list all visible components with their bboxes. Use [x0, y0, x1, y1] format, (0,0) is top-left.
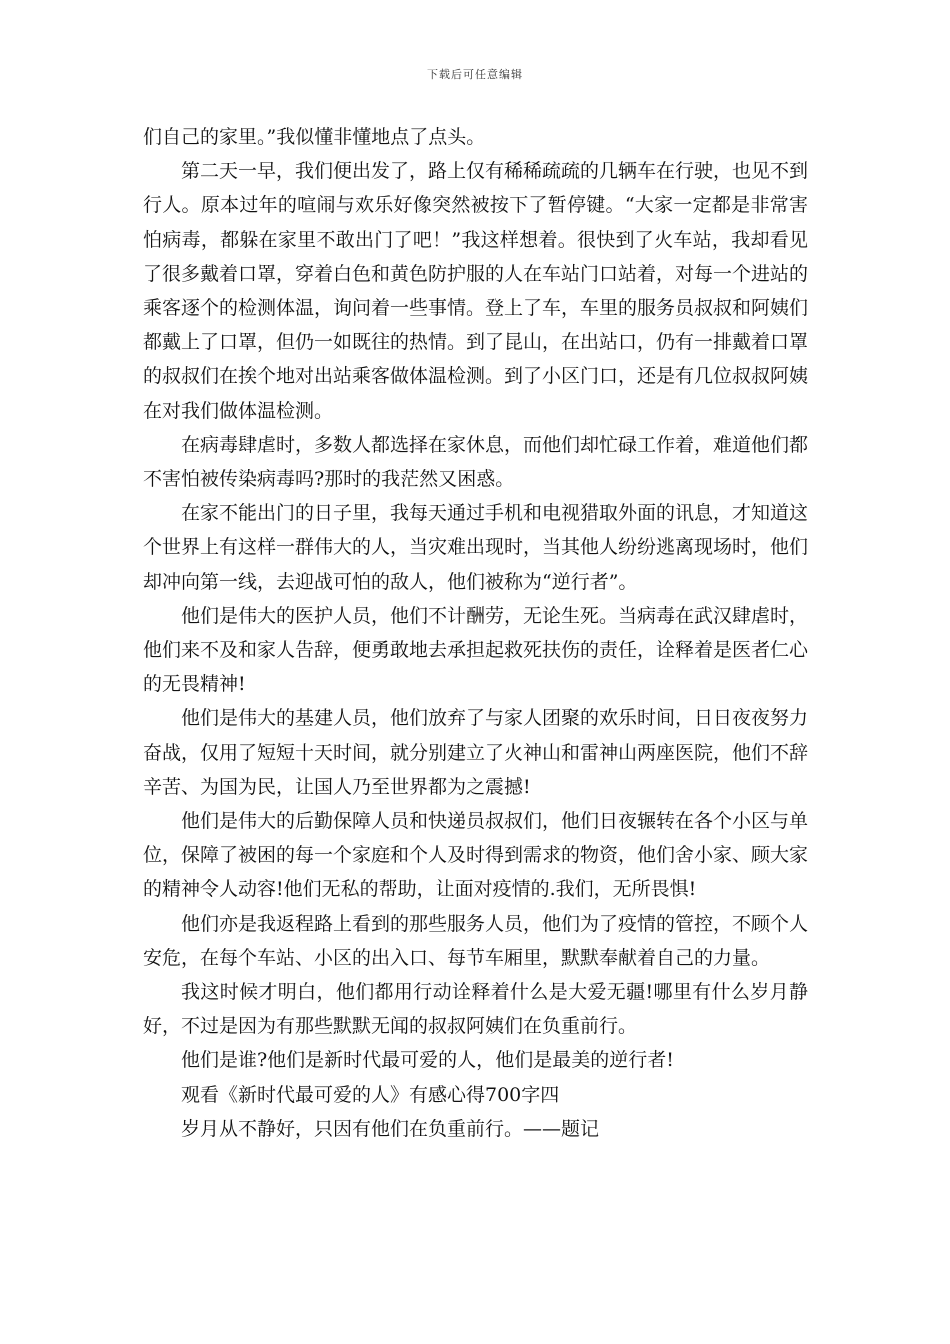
epigraph: 岁月从不静好，只因有他们在负重前行。——题记 [181, 1117, 600, 1140]
document-body [143, 120, 808, 1146]
paragraph-medical-staff: 他们是伟大的医护人员，他们不计酬劳，无论生死。当病毒在武汉肆虐时，他们来不及和家人告辞，便勇敢地去承担起救死扶伤的责任，诠释着是医者仁心的无畏精神! [143, 604, 809, 696]
paragraph-service-staff: 他们亦是我返程路上看到的那些服务人员，他们为了疫情的管控，不顾个人安危，在每个车站、小区的出入口、每节车厢里，默默奉献着自己的力量。 [143, 912, 809, 969]
paragraph-continuation: 们自己的家里。”我似懂非懂地点了点头。 [143, 126, 486, 148]
paragraph-realization: 我这时候才明白，他们都用行动诠释着什么是大爱无疆!哪里有什么岁月静好，不过是因为有那些默默无闻的叔叔阿姨们在负重前行。 [143, 981, 808, 1038]
paragraph-conclusion: 他们是谁?他们是新时代最可爱的人，他们是最美的逆行者! [181, 1049, 674, 1072]
paragraph-confusion: 在病毒肆虐时，多数人都选择在家休息，而他们却忙碌工作着，难道他们都不害怕被传染病毒吗?那时的我茫然又困惑。 [143, 433, 809, 491]
paragraph-logistics-workers: 他们是伟大的后勤保障人员和快递员叔叔们，他们日夜辗转在各个小区与单位，保障了被困的每一个家庭和个人及时得到需求的物资，他们舍小家、顾大家的精神令人动容!他们无私的帮助，让面对疫情的.我们，无所畏惧! [143, 810, 809, 901]
paragraph-departure: 第二天一早，我们便出发了，路上仅有稀稀疏疏的几辆车在行驶，也见不到行人。原本过年的喧闹与欢乐好像突然被按下了暂停键。“大家一定都是非常害怕病毒，都躲在家里不敢出门了吧！”我这样想着。很快到了火车站，我却看见了很多戴着口罩，穿着白色和黄色防护服的人在车站门口站着，对每一个进站的乘客逐个的检测体温，询问着一些事情。登上了车，车里的服务员叔叔和阿姨们都戴上了口罩，但仍一如既往的热情。到了昆山，在出站口，仍有一排戴着口罩的叔叔们在挨个地对出站乘客做体温检测。到了小区门口，还是有几位叔叔阿姨在对我们做体温检测。 [143, 160, 809, 422]
section-title: 观看《新时代最可爱的人》有感心得700字四 [181, 1083, 560, 1106]
page-header: 下载后可任意编辑 [427, 68, 523, 81]
paragraph-construction-workers: 他们是伟大的基建人员，他们放弃了与家人团聚的欢乐时间，日日夜夜努力奋战，仅用了短短十天时间，就分别建立了火神山和雷神山两座医院，他们不辞辛苦、为国为民，让国人乃至世界都为之震撼! [143, 707, 809, 798]
paragraph-news: 在家不能出门的日子里，我每天通过手机和电视猎取外面的讯息，才知道这个世界上有这样一群伟大的人，当灾难出现时，当其他人纷纷逃离现场时，他们却冲向第一线，去迎战可怕的敌人，他们被称为“逆行者”。 [143, 502, 809, 593]
